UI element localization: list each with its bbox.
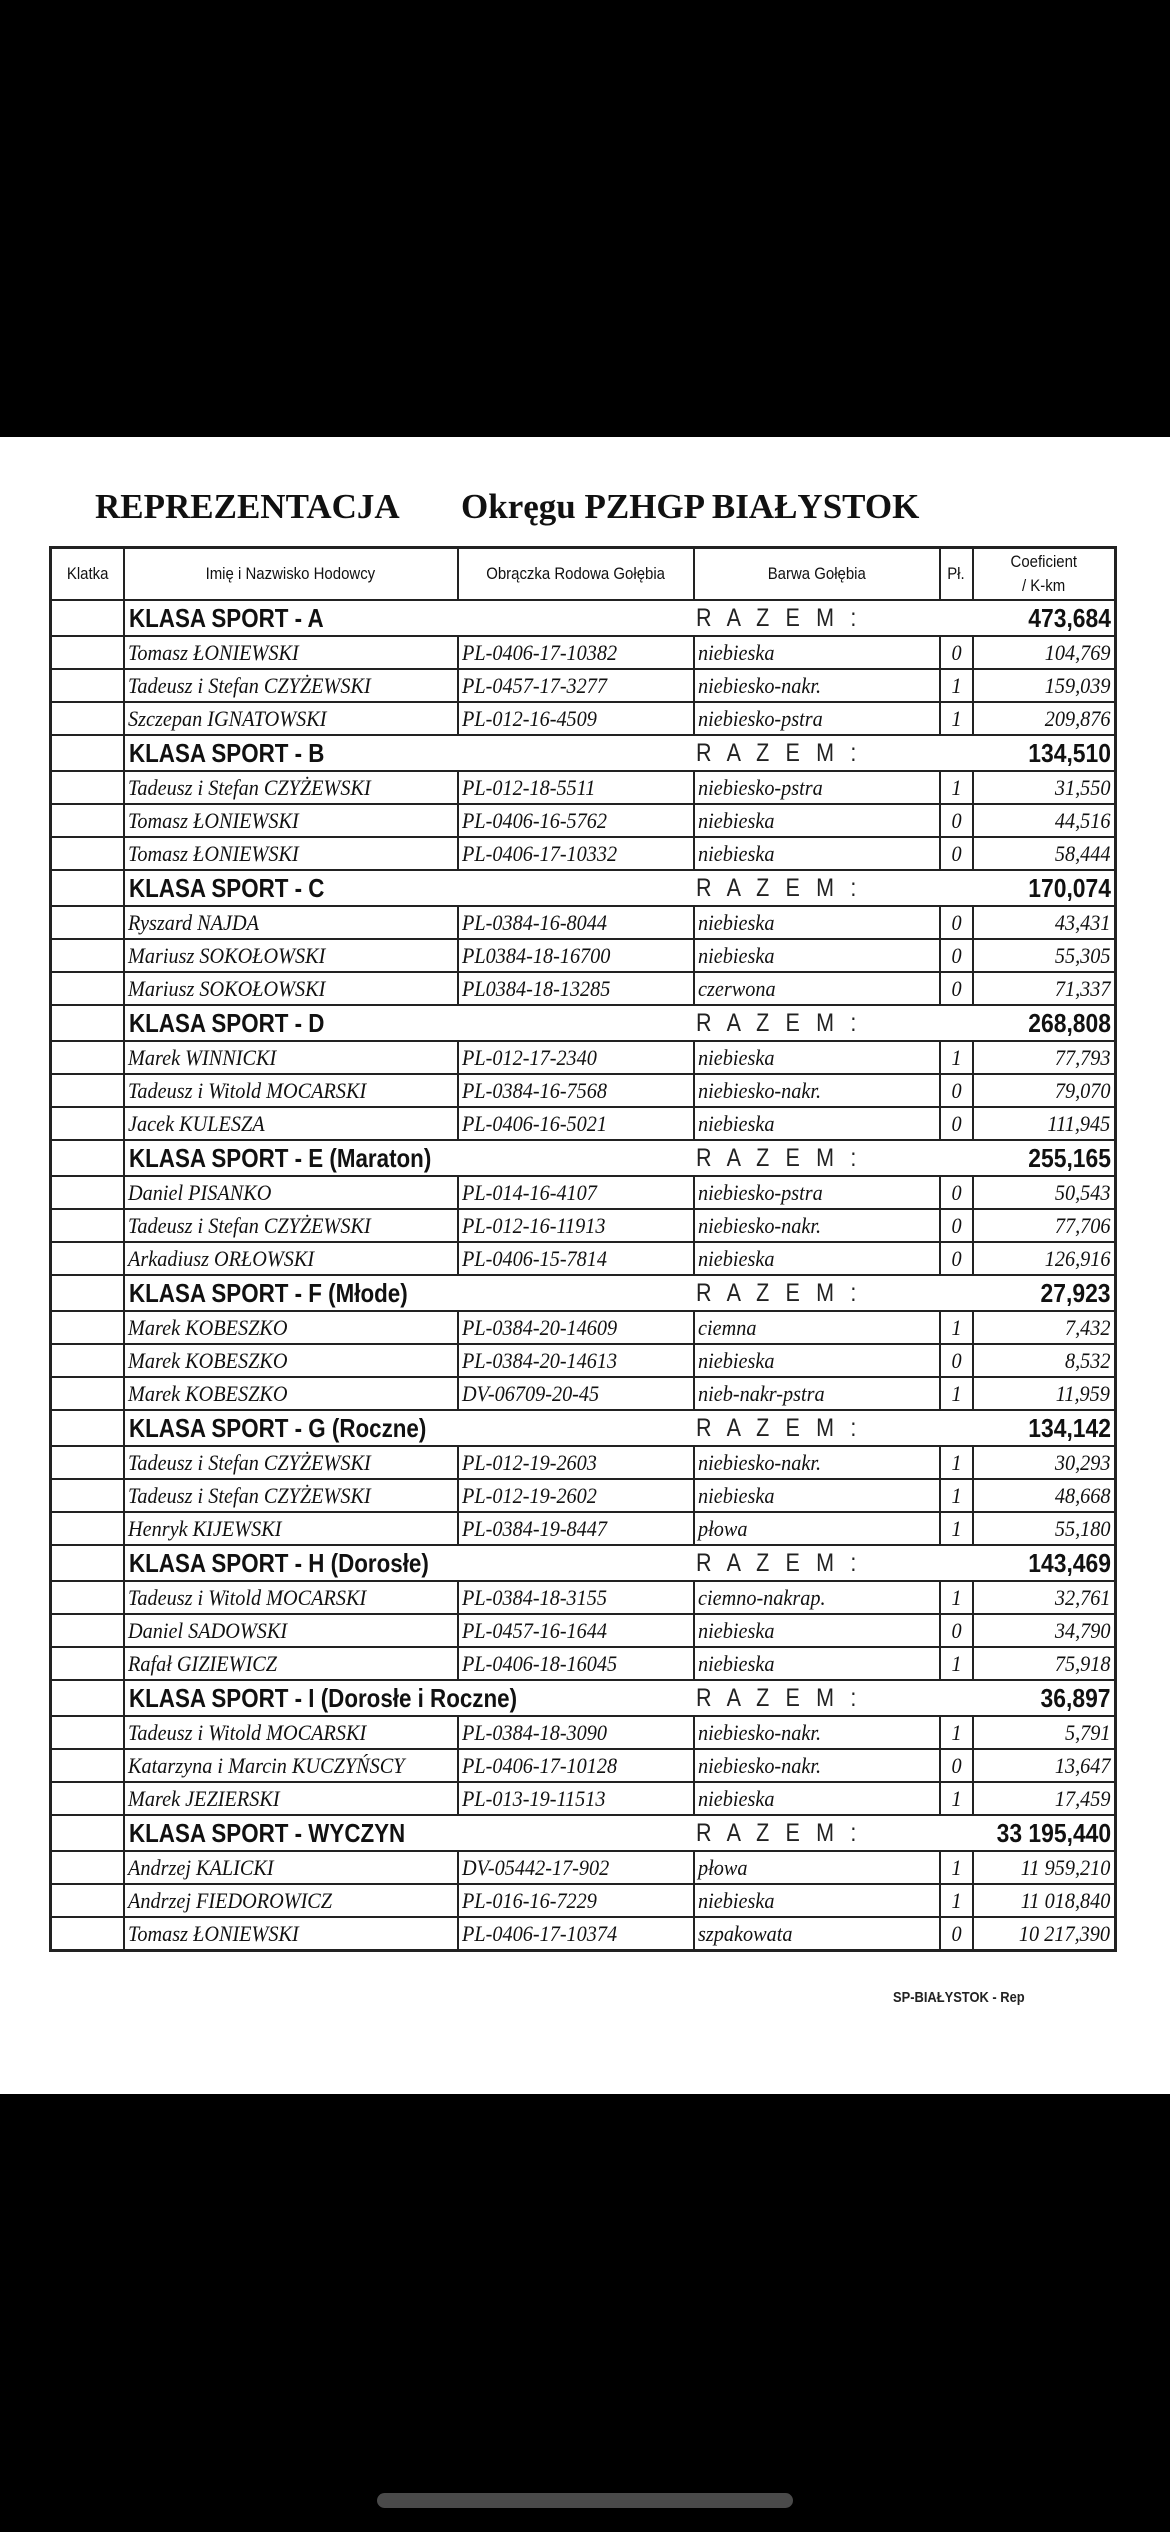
ring-number: PL-012-19-2602 — [458, 1479, 694, 1512]
header-klatka: Klatka — [51, 548, 124, 601]
pigeon-sex: 0 — [940, 1209, 973, 1242]
coefficient: 10 217,390 — [973, 1917, 1116, 1951]
razem-label: R A Z E M : — [694, 1410, 973, 1446]
coefficient: 111,945 — [973, 1107, 1116, 1140]
breeder-name: Daniel PISANKO — [124, 1176, 458, 1209]
breeder-name: Henryk KIJEWSKI — [124, 1512, 458, 1545]
coefficient: 75,918 — [973, 1647, 1116, 1680]
klatka-cell — [51, 1005, 124, 1041]
breeder-name: Marek KOBESZKO — [124, 1311, 458, 1344]
pigeon-color: niebiesko-nakr. — [694, 1074, 940, 1107]
category-name: KLASA SPORT - D — [124, 1005, 694, 1041]
footer-label: SP-BIAŁYSTOK - Rep — [893, 1989, 1025, 2006]
pigeon-sex: 0 — [940, 972, 973, 1005]
table-row — [51, 669, 1116, 702]
table-row — [51, 636, 1116, 669]
pigeon-sex: 1 — [940, 1884, 973, 1917]
pigeon-sex: 0 — [940, 1242, 973, 1275]
ring-number: PL-016-16-7229 — [458, 1884, 694, 1917]
representation-table — [49, 546, 1117, 1952]
table-row — [51, 804, 1116, 837]
pigeon-color: płowa — [694, 1512, 940, 1545]
ring-number: PL-014-16-4107 — [458, 1176, 694, 1209]
klatka-cell — [51, 600, 124, 636]
breeder-name: Tomasz ŁONIEWSKI — [124, 837, 458, 870]
pigeon-color: niebieska — [694, 939, 940, 972]
breeder-name: Tadeusz i Stefan CZYŻEWSKI — [124, 1209, 458, 1242]
breeder-name: Marek KOBESZKO — [124, 1344, 458, 1377]
category-total: 27,923 — [973, 1275, 1116, 1311]
ring-number: PL-0384-19-8447 — [458, 1512, 694, 1545]
pigeon-color: niebieska — [694, 906, 940, 939]
ring-number: PL-012-17-2340 — [458, 1041, 694, 1074]
breeder-name: Tadeusz i Stefan CZYŻEWSKI — [124, 771, 458, 804]
coefficient: 79,070 — [973, 1074, 1116, 1107]
table-row — [51, 1749, 1116, 1782]
coefficient: 48,668 — [973, 1479, 1116, 1512]
breeder-name: Tadeusz i Stefan CZYŻEWSKI — [124, 669, 458, 702]
klatka-cell — [51, 1074, 124, 1107]
table-row — [51, 1716, 1116, 1749]
header-name: Imię i Nazwisko Hodowcy — [124, 548, 458, 601]
breeder-name: Jacek KULESZA — [124, 1107, 458, 1140]
ring-number: PL-0384-20-14613 — [458, 1344, 694, 1377]
klatka-cell — [51, 1140, 124, 1176]
pigeon-sex: 0 — [940, 1344, 973, 1377]
coefficient: 17,459 — [973, 1782, 1116, 1815]
pigeon-sex: 1 — [940, 1479, 973, 1512]
pigeon-color: niebieska — [694, 1647, 940, 1680]
category-row — [51, 735, 1116, 771]
pigeon-color: ciemna — [694, 1311, 940, 1344]
pigeon-color: niebiesko-pstra — [694, 771, 940, 804]
breeder-name: Arkadiusz ORŁOWSKI — [124, 1242, 458, 1275]
table-row — [51, 1446, 1116, 1479]
breeder-name: Andrzej KALICKI — [124, 1851, 458, 1884]
pigeon-sex: 1 — [940, 1512, 973, 1545]
ring-number: PL-0384-20-14609 — [458, 1311, 694, 1344]
table-row — [51, 1614, 1116, 1647]
ring-number: PL-0384-18-3090 — [458, 1716, 694, 1749]
table-row — [51, 939, 1116, 972]
klatka-cell — [51, 1209, 124, 1242]
table-row — [51, 702, 1116, 735]
ring-number: PL-012-19-2603 — [458, 1446, 694, 1479]
pigeon-sex: 0 — [940, 939, 973, 972]
ring-number: PL-012-16-11913 — [458, 1209, 694, 1242]
category-name: KLASA SPORT - G (Roczne) — [124, 1410, 694, 1446]
klatka-cell — [51, 771, 124, 804]
ring-number: PL-0457-17-3277 — [458, 669, 694, 702]
category-total: 255,165 — [973, 1140, 1116, 1176]
breeder-name: Marek JEZIERSKI — [124, 1782, 458, 1815]
klatka-cell — [51, 939, 124, 972]
breeder-name: Tadeusz i Witold MOCARSKI — [124, 1581, 458, 1614]
klatka-cell — [51, 1107, 124, 1140]
razem-label: R A Z E M : — [694, 1005, 973, 1041]
table-row — [51, 972, 1116, 1005]
category-total: 33 195,440 — [973, 1815, 1116, 1851]
klatka-cell — [51, 1851, 124, 1884]
pigeon-color: niebieska — [694, 1614, 940, 1647]
pigeon-sex: 1 — [940, 1647, 973, 1680]
coefficient: 11 018,840 — [973, 1884, 1116, 1917]
table-row — [51, 1344, 1116, 1377]
ring-number: PL0384-18-13285 — [458, 972, 694, 1005]
pigeon-sex: 1 — [940, 771, 973, 804]
klatka-cell — [51, 1311, 124, 1344]
ring-number: PL-0406-17-10332 — [458, 837, 694, 870]
breeder-name: Tadeusz i Stefan CZYŻEWSKI — [124, 1446, 458, 1479]
klatka-cell — [51, 735, 124, 771]
pigeon-sex: 1 — [940, 1782, 973, 1815]
table-header-row — [51, 548, 1116, 601]
ring-number: PL-0384-16-7568 — [458, 1074, 694, 1107]
ring-number: PL-013-19-11513 — [458, 1782, 694, 1815]
pigeon-color: ciemno-nakrap. — [694, 1581, 940, 1614]
klatka-cell — [51, 906, 124, 939]
klatka-cell — [51, 1512, 124, 1545]
category-name: KLASA SPORT - C — [124, 870, 694, 906]
klatka-cell — [51, 1884, 124, 1917]
ring-number: PL-0384-18-3155 — [458, 1581, 694, 1614]
header-color: Barwa Gołębia — [694, 548, 940, 601]
coefficient: 8,532 — [973, 1344, 1116, 1377]
table-row — [51, 771, 1116, 804]
klatka-cell — [51, 804, 124, 837]
table-row — [51, 1512, 1116, 1545]
pigeon-sex: 1 — [940, 1311, 973, 1344]
klatka-cell — [51, 1446, 124, 1479]
category-name: KLASA SPORT - F (Młode) — [124, 1275, 694, 1311]
table-row — [51, 906, 1116, 939]
coefficient: 30,293 — [973, 1446, 1116, 1479]
klatka-cell — [51, 1410, 124, 1446]
coefficient: 7,432 — [973, 1311, 1116, 1344]
pigeon-sex: 0 — [940, 1176, 973, 1209]
header-coef: Coeficient / K-km — [973, 548, 1116, 601]
coefficient: 77,706 — [973, 1209, 1116, 1242]
klatka-cell — [51, 1545, 124, 1581]
category-name: KLASA SPORT - WYCZYN — [124, 1815, 694, 1851]
pigeon-sex: 0 — [940, 804, 973, 837]
razem-label: R A Z E M : — [694, 1680, 973, 1716]
breeder-name: Mariusz SOKOŁOWSKI — [124, 972, 458, 1005]
category-row — [51, 1005, 1116, 1041]
table-row — [51, 1107, 1116, 1140]
pigeon-color: nieb-nakr-pstra — [694, 1377, 940, 1410]
pigeon-sex: 0 — [940, 1614, 973, 1647]
ring-number: DV-06709-20-45 — [458, 1377, 694, 1410]
category-row — [51, 1410, 1116, 1446]
table-row — [51, 1242, 1116, 1275]
category-name: KLASA SPORT - H (Dorosłe) — [124, 1545, 694, 1581]
coefficient: 13,647 — [973, 1749, 1116, 1782]
ring-number: PL-0406-17-10374 — [458, 1917, 694, 1951]
ring-number: PL-0406-17-10382 — [458, 636, 694, 669]
ring-number: PL-012-18-5511 — [458, 771, 694, 804]
razem-label: R A Z E M : — [694, 1140, 973, 1176]
breeder-name: Ryszard NAJDA — [124, 906, 458, 939]
klatka-cell — [51, 1242, 124, 1275]
table-row — [51, 1311, 1116, 1344]
category-row — [51, 1680, 1116, 1716]
klatka-cell — [51, 1716, 124, 1749]
klatka-cell — [51, 1377, 124, 1410]
pigeon-color: niebiesko-nakr. — [694, 669, 940, 702]
razem-label: R A Z E M : — [694, 1275, 973, 1311]
klatka-cell — [51, 1680, 124, 1716]
pigeon-color: niebiesko-nakr. — [694, 1209, 940, 1242]
category-name: KLASA SPORT - I (Dorosłe i Roczne) — [124, 1680, 694, 1716]
pigeon-sex: 1 — [940, 1716, 973, 1749]
coefficient: 34,790 — [973, 1614, 1116, 1647]
breeder-name: Tadeusz i Witold MOCARSKI — [124, 1074, 458, 1107]
category-row — [51, 1815, 1116, 1851]
pigeon-sex: 1 — [940, 702, 973, 735]
table-row — [51, 1851, 1116, 1884]
ring-number: PL-0406-18-16045 — [458, 1647, 694, 1680]
pigeon-color: niebiesko-nakr. — [694, 1716, 940, 1749]
breeder-name: Marek KOBESZKO — [124, 1377, 458, 1410]
breeder-name: Tadeusz i Witold MOCARSKI — [124, 1716, 458, 1749]
coefficient: 11 959,210 — [973, 1851, 1116, 1884]
klatka-cell — [51, 702, 124, 735]
pigeon-color: niebiesko-pstra — [694, 702, 940, 735]
pigeon-sex: 1 — [940, 1377, 973, 1410]
category-total: 36,897 — [973, 1680, 1116, 1716]
klatka-cell — [51, 1647, 124, 1680]
coefficient: 50,543 — [973, 1176, 1116, 1209]
pigeon-color: niebiesko-pstra — [694, 1176, 940, 1209]
coefficient: 31,550 — [973, 771, 1116, 804]
coefficient: 43,431 — [973, 906, 1116, 939]
category-total: 143,469 — [973, 1545, 1116, 1581]
ring-number: DV-05442-17-902 — [458, 1851, 694, 1884]
title-right: Okręgu PZHGP BIAŁYSTOK — [461, 487, 920, 526]
ring-number: PL-0384-16-8044 — [458, 906, 694, 939]
pigeon-color: niebiesko-nakr. — [694, 1446, 940, 1479]
pigeon-color: płowa — [694, 1851, 940, 1884]
ring-number: PL-0457-16-1644 — [458, 1614, 694, 1647]
breeder-name: Katarzyna i Marcin KUCZYŃSCY — [124, 1749, 458, 1782]
pigeon-sex: 1 — [940, 1041, 973, 1074]
ring-number: PL-0406-17-10128 — [458, 1749, 694, 1782]
document-title — [0, 487, 1170, 537]
table-row — [51, 1647, 1116, 1680]
coefficient: 209,876 — [973, 702, 1116, 735]
breeder-name: Andrzej FIEDOROWICZ — [124, 1884, 458, 1917]
klatka-cell — [51, 1614, 124, 1647]
pigeon-color: czerwona — [694, 972, 940, 1005]
klatka-cell — [51, 837, 124, 870]
category-total: 473,684 — [973, 600, 1116, 636]
pigeon-color: szpakowata — [694, 1917, 940, 1951]
pigeon-color: niebieska — [694, 1884, 940, 1917]
pigeon-sex: 1 — [940, 1581, 973, 1614]
table-row — [51, 1041, 1116, 1074]
klatka-cell — [51, 669, 124, 702]
pigeon-sex: 0 — [940, 1917, 973, 1951]
category-row — [51, 1275, 1116, 1311]
category-total: 134,510 — [973, 735, 1116, 771]
klatka-cell — [51, 1749, 124, 1782]
coefficient: 77,793 — [973, 1041, 1116, 1074]
category-row — [51, 870, 1116, 906]
category-total: 268,808 — [973, 1005, 1116, 1041]
pigeon-color: niebiesko-nakr. — [694, 1749, 940, 1782]
pigeon-sex: 1 — [940, 669, 973, 702]
klatka-cell — [51, 1581, 124, 1614]
pigeon-color: niebieska — [694, 1107, 940, 1140]
breeder-name: Marek WINNICKI — [124, 1041, 458, 1074]
table-row — [51, 1074, 1116, 1107]
pigeon-sex: 0 — [940, 636, 973, 669]
pigeon-color: niebieska — [694, 1782, 940, 1815]
category-name: KLASA SPORT - A — [124, 600, 694, 636]
breeder-name: Tadeusz i Stefan CZYŻEWSKI — [124, 1479, 458, 1512]
pigeon-color: niebieska — [694, 837, 940, 870]
category-name: KLASA SPORT - B — [124, 735, 694, 771]
table-row — [51, 1377, 1116, 1410]
pigeon-sex: 0 — [940, 837, 973, 870]
coefficient: 11,959 — [973, 1377, 1116, 1410]
coefficient: 159,039 — [973, 669, 1116, 702]
klatka-cell — [51, 1815, 124, 1851]
razem-label: R A Z E M : — [694, 1545, 973, 1581]
klatka-cell — [51, 1041, 124, 1074]
header-ring: Obrączka Rodowa Gołębia — [458, 548, 694, 601]
pigeon-sex: 0 — [940, 1749, 973, 1782]
title-left: REPREZENTACJA — [95, 487, 400, 526]
category-total: 170,074 — [973, 870, 1116, 906]
breeder-name: Rafał GIZIEWICZ — [124, 1647, 458, 1680]
category-total: 134,142 — [973, 1410, 1116, 1446]
klatka-cell — [51, 1275, 124, 1311]
table-row — [51, 1782, 1116, 1815]
coefficient: 55,180 — [973, 1512, 1116, 1545]
table-row — [51, 1176, 1116, 1209]
breeder-name: Tomasz ŁONIEWSKI — [124, 1917, 458, 1951]
table-row — [51, 1884, 1116, 1917]
table-row — [51, 1209, 1116, 1242]
coefficient: 55,305 — [973, 939, 1116, 972]
razem-label: R A Z E M : — [694, 870, 973, 906]
ring-number: PL-012-16-4509 — [458, 702, 694, 735]
coefficient: 5,791 — [973, 1716, 1116, 1749]
klatka-cell — [51, 972, 124, 1005]
coefficient: 126,916 — [973, 1242, 1116, 1275]
razem-label: R A Z E M : — [694, 600, 973, 636]
table-body — [51, 600, 1116, 1951]
pigeon-sex: 1 — [940, 1851, 973, 1884]
coefficient: 71,337 — [973, 972, 1116, 1005]
klatka-cell — [51, 1782, 124, 1815]
pigeon-sex: 0 — [940, 1107, 973, 1140]
breeder-name: Daniel SADOWSKI — [124, 1614, 458, 1647]
pigeon-color: niebieska — [694, 1242, 940, 1275]
table-row — [51, 1917, 1116, 1951]
document-page — [0, 437, 1170, 2094]
ring-number: PL-0406-16-5021 — [458, 1107, 694, 1140]
category-name: KLASA SPORT - E (Maraton) — [124, 1140, 694, 1176]
ring-number: PL0384-18-16700 — [458, 939, 694, 972]
pigeon-color: niebieska — [694, 636, 940, 669]
table-row — [51, 1479, 1116, 1512]
klatka-cell — [51, 636, 124, 669]
category-row — [51, 1140, 1116, 1176]
pigeon-color: niebieska — [694, 804, 940, 837]
category-row — [51, 600, 1116, 636]
pigeon-sex: 0 — [940, 1074, 973, 1107]
klatka-cell — [51, 1479, 124, 1512]
coefficient: 58,444 — [973, 837, 1116, 870]
pigeon-color: niebieska — [694, 1344, 940, 1377]
ring-number: PL-0406-16-5762 — [458, 804, 694, 837]
coefficient: 104,769 — [973, 636, 1116, 669]
header-sex: Pł. — [940, 548, 973, 601]
table-row — [51, 837, 1116, 870]
klatka-cell — [51, 1917, 124, 1951]
breeder-name: Tomasz ŁONIEWSKI — [124, 636, 458, 669]
pigeon-sex: 1 — [940, 1446, 973, 1479]
breeder-name: Mariusz SOKOŁOWSKI — [124, 939, 458, 972]
klatka-cell — [51, 870, 124, 906]
home-indicator[interactable] — [377, 2493, 793, 2508]
coefficient: 32,761 — [973, 1581, 1116, 1614]
breeder-name: Tomasz ŁONIEWSKI — [124, 804, 458, 837]
breeder-name: Szczepan IGNATOWSKI — [124, 702, 458, 735]
pigeon-color: niebieska — [694, 1479, 940, 1512]
pigeon-color: niebieska — [694, 1041, 940, 1074]
klatka-cell — [51, 1176, 124, 1209]
coefficient: 44,516 — [973, 804, 1116, 837]
razem-label: R A Z E M : — [694, 735, 973, 771]
klatka-cell — [51, 1344, 124, 1377]
category-row — [51, 1545, 1116, 1581]
razem-label: R A Z E M : — [694, 1815, 973, 1851]
table-row — [51, 1581, 1116, 1614]
pigeon-sex: 0 — [940, 906, 973, 939]
ring-number: PL-0406-15-7814 — [458, 1242, 694, 1275]
